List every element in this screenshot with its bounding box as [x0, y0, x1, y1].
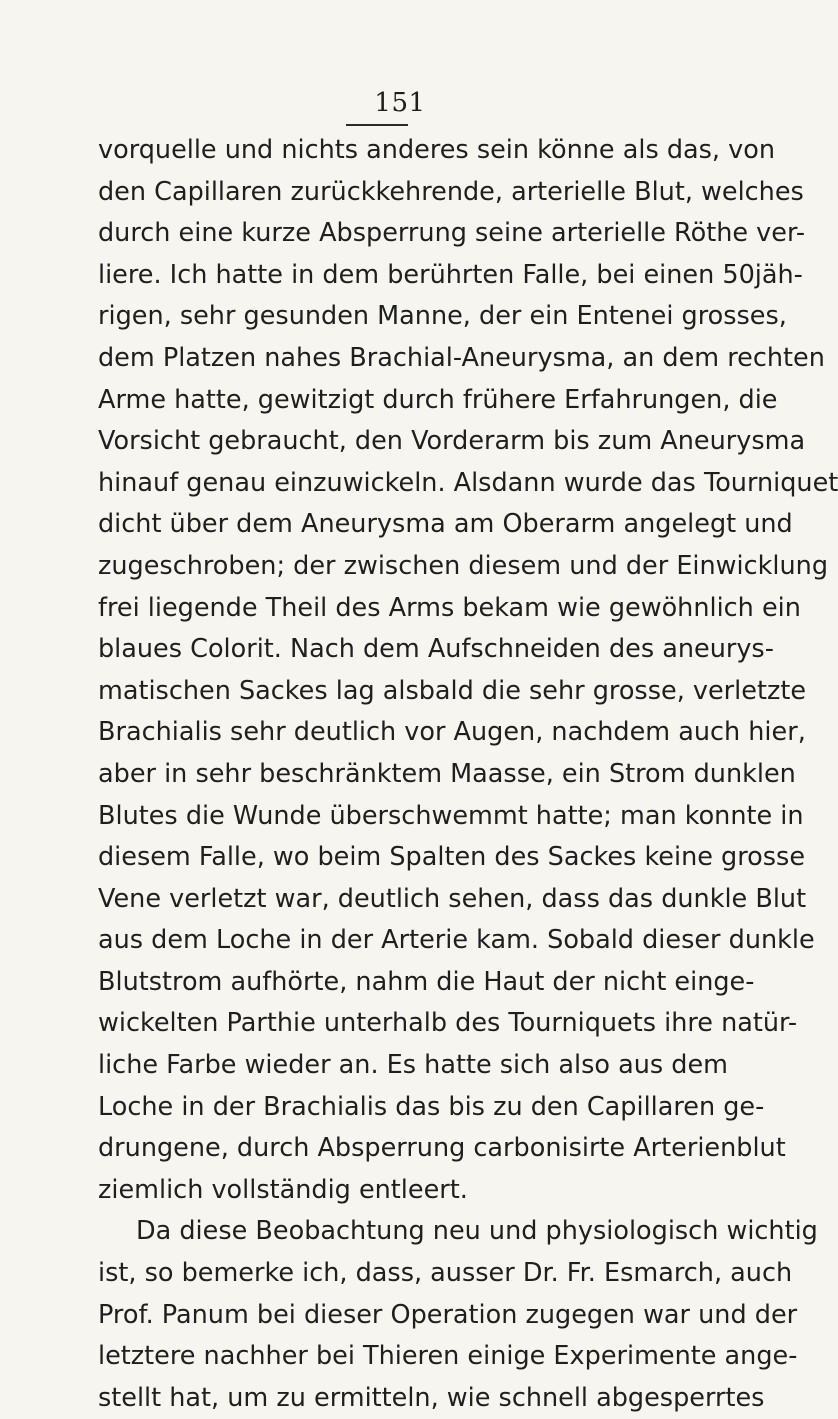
- text-line: Prof. Panum bei dieser Operation zugegen war und der: [98, 1299, 798, 1330]
- text-line: stellt hat, um zu ermitteln, wie schnell abgesperrtes: [98, 1382, 765, 1413]
- text-line: den Capillaren zurückkehrende, arterielle Blut, welches: [98, 176, 804, 207]
- page-number: 151: [374, 88, 426, 118]
- text-line: wickelten Parthie unterhalb des Tourniquets ihre natür-: [98, 1008, 798, 1039]
- text-line: letztere nachher bei Thieren einige Experimente ange-: [98, 1341, 798, 1372]
- text-line: frei liegende Theil des Arms bekam wie gewöhnlich ein: [98, 592, 801, 623]
- text-line: zugeschroben; der zwischen diesem und der Einwicklung: [98, 550, 828, 581]
- text-line: Blutes die Wunde überschwemmt hatte; man konnte in: [98, 800, 804, 831]
- text-line: liere. Ich hatte in dem berührten Falle, bei einen 50jäh-: [98, 259, 803, 290]
- text-line: Blutstrom aufhörte, nahm die Haut der nicht einge-: [98, 966, 755, 997]
- text-line: vorquelle und nichts anderes sein könne als das, von: [98, 135, 775, 165]
- text-line: ist, so bemerke ich, dass, ausser Dr. Fr. Esmarch, auch: [98, 1258, 793, 1289]
- text-line: Vene verletzt war, deutlich sehen, dass das dunkle Blut: [98, 883, 807, 914]
- text-line: Da diese Beobachtung neu und physiologisch wichtig: [136, 1216, 818, 1247]
- page-number-underline: [346, 124, 408, 126]
- text-line: dem Platzen nahes Brachial-Aneurysma, an dem rechten: [98, 342, 825, 373]
- text-line: dicht über dem Aneurysma am Oberarm angelegt und: [98, 509, 793, 540]
- text-line: diesem Falle, wo beim Spalten des Sackes keine grosse: [98, 842, 806, 873]
- text-line: Vorsicht gebraucht, den Vorderarm bis zum Aneurysma: [98, 426, 806, 457]
- text-line: liche Farbe wieder an. Es hatte sich also aus dem: [98, 1050, 728, 1081]
- text-line: hinauf genau einzuwickeln. Alsdann wurde das Tourniquet: [98, 467, 838, 498]
- text-line: matischen Sackes lag alsbald die sehr grosse, verletzte: [98, 675, 807, 706]
- text-line: Loche in der Brachialis das bis zu den Capillaren ge-: [98, 1091, 765, 1122]
- text-line: drungene, durch Absperrung carbonisirte Arterienblut: [98, 1133, 786, 1164]
- text-line: aber in sehr beschränktem Maasse, ein Strom dunklen: [98, 758, 796, 789]
- text-line: Arme hatte, gewitzigt durch frühere Erfahrungen, die: [98, 384, 778, 415]
- text-line: rigen, sehr gesunden Manne, der ein Entenei grosses,: [98, 301, 787, 332]
- text-line: ziemlich vollständig entleert.: [98, 1174, 468, 1205]
- text-line: durch eine kurze Absperrung seine arterielle Röthe ver-: [98, 218, 806, 249]
- body-text: [98, 130, 838, 1419]
- text-line: aus dem Loche in der Arterie kam. Sobald dieser dunkle: [98, 925, 815, 956]
- text-line: blaues Colorit. Nach dem Aufschneiden des aneurys-: [98, 634, 774, 665]
- text-line: Brachialis sehr deutlich vor Augen, nachdem auch hier,: [98, 717, 806, 748]
